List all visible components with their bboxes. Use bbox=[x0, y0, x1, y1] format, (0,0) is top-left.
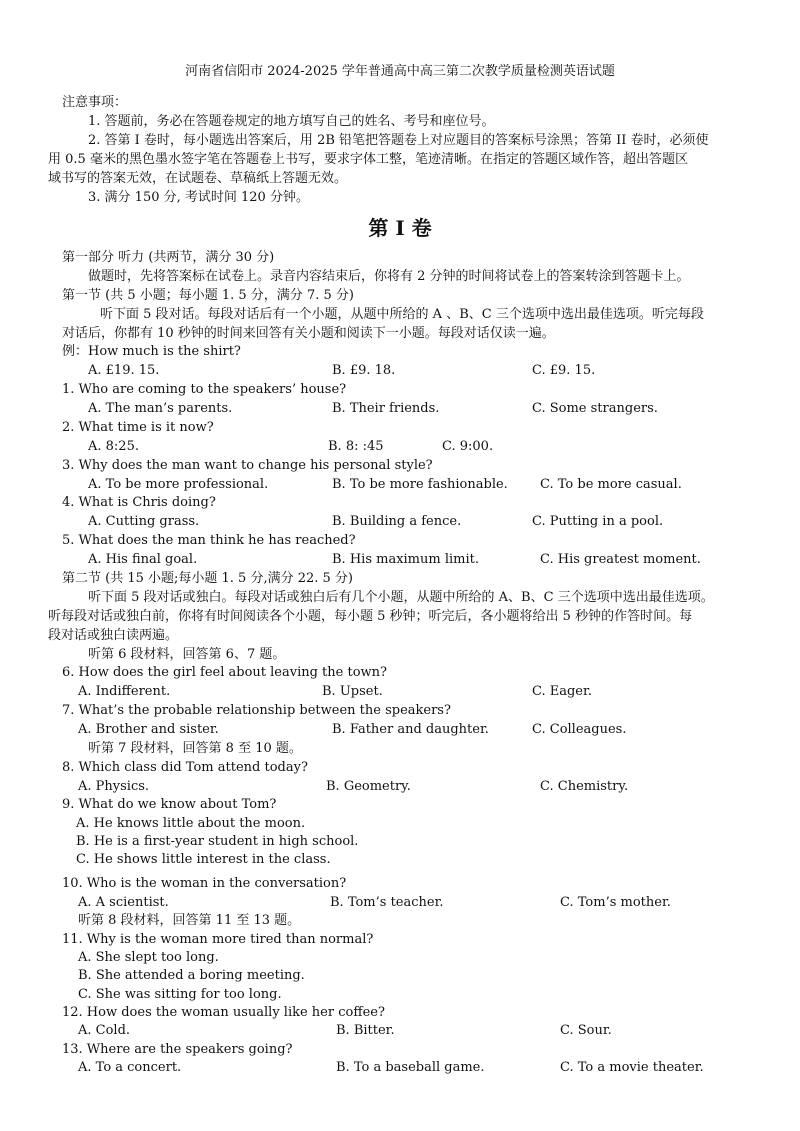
option-a: A. A scientist. bbox=[78, 895, 169, 910]
option-a: A. His final goal. bbox=[88, 552, 198, 567]
section1-instructions: 听下面 5 段对话。每段对话后有一个小题，从题中所给的 A 、B、C 三个选项中选出最佳选项。听完每段 bbox=[100, 307, 704, 322]
question-2: 2. What time is it now? bbox=[62, 420, 214, 435]
option-b: B. Their friends. bbox=[332, 401, 440, 416]
option-c: C. Eager. bbox=[532, 684, 592, 699]
option-a: A. To be more professional. bbox=[88, 477, 269, 492]
question-1: 1. Who are coming to the speakers’ house? bbox=[62, 382, 347, 397]
option-b: B. £9. 18. bbox=[332, 363, 396, 378]
option-b: B. Geometry. bbox=[326, 779, 411, 794]
option-b: B. She attended a boring meeting. bbox=[78, 968, 305, 983]
option-a: A. To a concert. bbox=[78, 1060, 182, 1075]
question-13: 13. Where are the speakers going? bbox=[62, 1042, 293, 1057]
option-c: C. Tom’s mother. bbox=[560, 895, 671, 910]
notice-item: 域书写的答案无效，在试题卷、草稿纸上答题无效。 bbox=[48, 171, 348, 186]
question-10: 10. Who is the woman in the conversation? bbox=[62, 876, 347, 891]
option-b: B. He is a first-year student in high school. bbox=[76, 834, 359, 849]
option-a: A. The man’s parents. bbox=[88, 401, 233, 416]
part1-heading: 第一部分 听力 (共两节，满分 30 分) bbox=[62, 250, 275, 265]
option-a: A. 8:25. bbox=[88, 439, 139, 454]
option-b: B. To a baseball game. bbox=[336, 1060, 485, 1075]
question-4: 4. What is Chris doing? bbox=[62, 495, 216, 510]
section1-heading: 第一节 (共 5 小题；每小题 1. 5 分，满分 7. 5 分) bbox=[62, 288, 354, 303]
section2-instructions: 听下面 5 段对话或独白。每段对话或独白后有几个小题，从题中所给的 A、B、C 三个选项中选出最佳选项。 bbox=[88, 590, 714, 605]
section1-instructions: 对话后，你都有 10 秒钟的时间来回答有关小题和阅读下一小题。每段对话仅读一遍。 bbox=[62, 326, 555, 341]
option-b: B. Tom’s teacher. bbox=[330, 895, 444, 910]
option-b: B. To be more fashionable. bbox=[332, 477, 508, 492]
option-c: C. She was sitting for too long. bbox=[78, 987, 282, 1002]
option-c: C. Putting in a pool. bbox=[532, 514, 664, 529]
question-7: 7. What’s the probable relationship between the speakers? bbox=[62, 703, 451, 718]
option-c: C. His greatest moment. bbox=[540, 552, 701, 567]
material-6-note: 听第 6 段材料，回答第 6、7 题。 bbox=[88, 647, 286, 662]
option-b: B. Bitter. bbox=[336, 1023, 395, 1038]
question-6: 6. How does the girl feel about leaving the town? bbox=[62, 665, 387, 680]
option-b: B. Building a fence. bbox=[332, 514, 462, 529]
part1-intro: 做题时，先将答案标在试卷上。录音内容结束后，你将有 2 分钟的时间将试卷上的答案转涂到答题卡上。 bbox=[88, 269, 690, 284]
option-a: A. Physics. bbox=[78, 779, 150, 794]
option-c: C. 9:00. bbox=[442, 439, 494, 454]
question-9: 9. What do we know about Tom? bbox=[62, 797, 277, 812]
question-12: 12. How does the woman usually like her coffee? bbox=[62, 1005, 385, 1020]
option-c: C. He shows little interest in the class. bbox=[76, 852, 331, 867]
option-a: A. Cold. bbox=[78, 1023, 131, 1038]
material-7-note: 听第 7 段材料，回答第 8 至 10 题。 bbox=[88, 741, 302, 756]
section2-instructions: 听每段对话或独白前，你将有时间阅读各个小题，每小题 5 秒钟；听完后，各小题将给出 5 秒钟的作答时间。每 bbox=[48, 609, 693, 624]
question-3: 3. Why does the man want to change his personal style? bbox=[62, 458, 433, 473]
question-11: 11. Why is the woman more tired than normal? bbox=[62, 932, 374, 947]
notice-item: 1. 答题前，务必在答题卷规定的地方填写自己的姓名、考号和座位号。 bbox=[88, 114, 495, 129]
notice-item: 用 0.5 毫米的黑色墨水签字笔在答题卷上书写，要求字体工整，笔迹清晰。在指定的答题区域作答，超出答题区 bbox=[48, 152, 688, 167]
notice-heading: 注意事项： bbox=[62, 95, 128, 110]
option-b: B. Upset. bbox=[322, 684, 383, 699]
option-a: A. Cutting grass. bbox=[88, 514, 200, 529]
option-a: A. She slept too long. bbox=[78, 950, 219, 965]
option-b: B. His maximum limit. bbox=[332, 552, 479, 567]
option-c: C. Colleagues. bbox=[532, 722, 627, 737]
question-8: 8. Which class did Tom attend today? bbox=[62, 760, 308, 775]
option-b: B. Father and daughter. bbox=[332, 722, 489, 737]
option-c: C. Chemistry. bbox=[540, 779, 629, 794]
option-a: A. £19. 15. bbox=[88, 363, 160, 378]
material-8-note: 听第 8 段材料，回答第 11 至 13 题。 bbox=[78, 913, 301, 928]
section2-heading: 第二节 (共 15 小题;每小题 1. 5 分,满分 22. 5 分) bbox=[62, 571, 354, 586]
exam-title: 河南省信阳市 2024-2025 学年普通高中高三第二次教学质量检测英语试题 bbox=[185, 64, 615, 79]
notice-item: 3. 满分 150 分, 考试时间 120 分钟。 bbox=[88, 190, 309, 205]
question-5: 5. What does the man think he has reached? bbox=[62, 533, 356, 548]
option-c: C. To be more casual. bbox=[540, 477, 682, 492]
option-a: A. He knows little about the moon. bbox=[76, 816, 306, 831]
option-c: C. Some strangers. bbox=[532, 401, 658, 416]
option-c: C. To a movie theater. bbox=[560, 1060, 704, 1075]
volume-title: 第 I 卷 bbox=[368, 216, 432, 240]
option-c: C. £9. 15. bbox=[532, 363, 596, 378]
section2-instructions: 段对话或独白读两遍。 bbox=[48, 628, 179, 643]
example-question: 例：How much is the shirt? bbox=[62, 344, 241, 359]
option-a: A. Brother and sister. bbox=[78, 722, 219, 737]
notice-item: 2. 答第 I 卷时，每小题选出答案后，用 2B 铅笔把答题卷上对应题目的答案标号涂黑；答第 II 卷时，必须使 bbox=[88, 133, 709, 148]
option-a: A. Indifferent. bbox=[78, 684, 171, 699]
option-b: B. 8: :45 bbox=[328, 439, 384, 454]
option-c: C. Sour. bbox=[560, 1023, 612, 1038]
